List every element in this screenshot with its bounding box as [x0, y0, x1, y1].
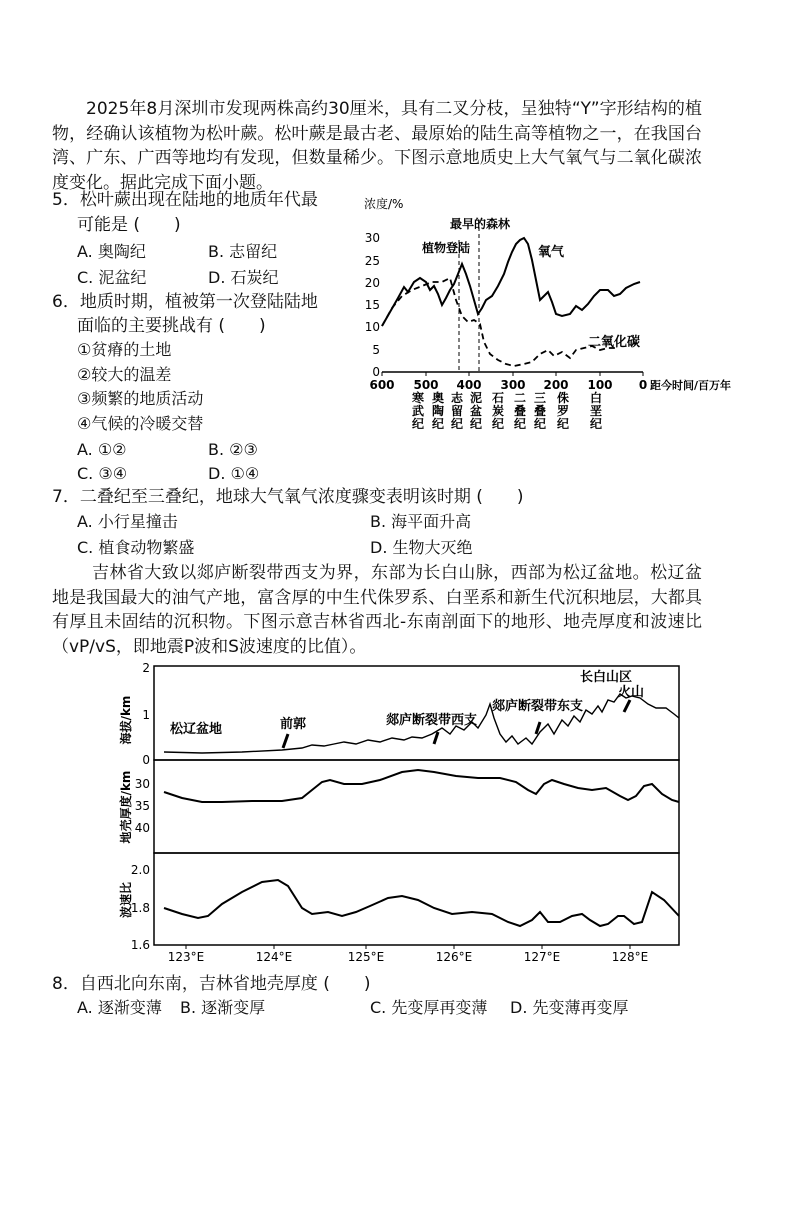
q6-option-a[interactable]: A. ①② — [77, 440, 127, 459]
period-label: 奥陶纪 — [431, 391, 445, 431]
y-tick-30: 30 — [364, 231, 380, 245]
label-qianguo: 前郭 — [280, 717, 307, 732]
chart1-ylabel: 浓度/% — [364, 197, 404, 211]
passage-1: 2025年8月深圳市发现两株高约30厘米，具有二叉分枝，呈独特“Y”字形结构的植物，经确认该植物为松叶蕨。松叶蕨是最古老、最原始的陆生高等植物之一，在我国台湾、广东、广西等地均有发现，但数量稀少。下图示意地质史上大气氧气与二氧化碳浓度变化。据此完成下面小题。 — [52, 99, 702, 193]
q6-item-4: ④气候的冷暖交替 — [77, 414, 204, 433]
x-tick-400: 400 — [456, 378, 482, 392]
label-changbai: 长白山区 — [580, 670, 633, 685]
y-tick-15: 15 — [364, 298, 380, 312]
q6-item-3: ③频繁的地质活动 — [77, 389, 204, 408]
passage-2: 吉林省大致以郯庐断裂带西支为界，东部为长白山脉，西部为松辽盆地。松辽盆地是我国最大的油气产地，富含厚的中生代侏罗系、白垩系和新生代沉积地层，大都具有厚且未固结的沉积物。下图示意吉林省西北-东南剖面下的地形、地壳厚度和波速比（vP/vS，即地震P波和S波速度的比值）。 — [52, 563, 702, 657]
x-tick-500: 500 — [413, 378, 439, 392]
q7-option-d[interactable]: D. 生物大灭绝 — [370, 538, 473, 557]
label-west-fault: 郯庐断裂带西支 — [386, 713, 478, 728]
q8-option-c[interactable]: C. 先变厚再变薄 — [370, 998, 488, 1017]
period-label: 泥盆纪 — [469, 391, 483, 431]
q6-option-b[interactable]: B. ②③ — [208, 440, 258, 459]
crust-panel — [154, 760, 679, 853]
vpvs-curve — [164, 880, 679, 926]
west-fault-arrow — [434, 732, 438, 744]
oxygen-curve — [382, 238, 640, 326]
vpvs-tick-1.6: 1.6 — [130, 938, 150, 952]
period-label: 石炭纪 — [491, 391, 505, 431]
q5-option-b[interactable]: B. 志留纪 — [208, 242, 278, 261]
volcano-arrow — [624, 700, 630, 712]
crust-tick-30: 30 — [134, 777, 150, 791]
y-tick-20: 20 — [364, 276, 380, 290]
x-tick-600: 600 — [369, 378, 395, 392]
period-label: 三叠纪 — [533, 391, 547, 431]
q5-option-a[interactable]: A. 奥陶纪 — [77, 242, 146, 261]
period-label: 志留纪 — [450, 391, 464, 431]
x-tick-300: 300 — [500, 378, 526, 392]
oxygen-co2-chart — [358, 190, 750, 440]
period-label: 白垩纪 — [589, 391, 603, 431]
x-tick-100: 100 — [587, 378, 613, 392]
q5-stem-line2: 可能是 ( ) — [77, 215, 181, 235]
q7-option-a[interactable]: A. 小行星撞击 — [77, 512, 178, 531]
q7-option-c[interactable]: C. 植食动物繁盛 — [77, 538, 195, 557]
vpvs-ylabel: 波速比 — [119, 881, 133, 919]
x-tick-127E: 127°E — [523, 950, 561, 964]
y-tick-5: 5 — [372, 343, 380, 357]
x-tick-126E: 126°E — [435, 950, 473, 964]
label-east-fault: 郯庐断裂带东支 — [492, 699, 584, 714]
crust-tick-35: 35 — [134, 799, 150, 813]
crust-ylabel: 地壳厚度/km — [119, 770, 133, 844]
q7-option-b[interactable]: B. 海平面升高 — [370, 512, 472, 531]
period-label: 二叠纪 — [513, 391, 527, 431]
q8-stem: 8．自西北向东南，吉林省地壳厚度 ( ) — [52, 974, 371, 994]
q6-item-2: ②较大的温差 — [77, 365, 172, 384]
q6-option-c[interactable]: C. ③④ — [77, 464, 128, 483]
annot-plant-landing: 植物登陆 — [422, 241, 471, 255]
elev-tick-2: 2 — [142, 661, 150, 675]
q6-stem-line2: 面临的主要挑战有 ( ) — [77, 316, 266, 336]
elevation-ylabel: 海拔/km — [119, 695, 133, 745]
annot-earliest-forest: 最早的森林 — [450, 217, 511, 231]
x-tick-125E: 125°E — [347, 950, 385, 964]
chart1-xlabel: 距今时间/百万年 — [650, 379, 732, 392]
y-tick-25: 25 — [364, 254, 380, 268]
elev-tick-1: 1 — [142, 708, 150, 722]
y-tick-0: 0 — [372, 365, 380, 379]
label-volcano: 火山 — [618, 685, 645, 700]
q7-stem: 7．二叠纪至三叠纪，地球大气氧气浓度骤变表明该时期 ( ) — [52, 487, 524, 507]
label-songliao: 松辽盆地 — [170, 722, 223, 737]
x-tick-128E: 128°E — [611, 950, 649, 964]
y-tick-10: 10 — [364, 320, 380, 334]
q6-item-1: ①贫瘠的土地 — [77, 340, 172, 359]
co2-curve — [382, 278, 618, 366]
crust-thickness-curve — [164, 770, 679, 802]
x-tick-0: 0 — [638, 378, 648, 392]
q5-option-c[interactable]: C. 泥盆纪 — [77, 268, 147, 287]
vpvs-tick-1.8: 1.8 — [130, 901, 150, 915]
q8-option-b[interactable]: B. 逐渐变厚 — [180, 998, 266, 1017]
q5-stem-line1: 5．松叶蕨出现在陆地的地质年代最 — [52, 190, 318, 210]
jilin-profile-chart — [112, 660, 692, 965]
oxygen-label: 氧气 — [538, 245, 565, 260]
x-tick-123E: 123°E — [167, 950, 205, 964]
period-label: 寒武纪 — [411, 391, 425, 431]
x-tick-200: 200 — [543, 378, 569, 392]
period-label: 侏罗纪 — [556, 391, 570, 431]
co2-label: 二氧化碳 — [588, 335, 641, 350]
q6-stem-line1: 6．地质时期，植被第一次登陆陆地 — [52, 292, 318, 312]
q5-option-d[interactable]: D. 石炭纪 — [208, 268, 279, 287]
q8-option-a[interactable]: A. 逐渐变薄 — [77, 998, 162, 1017]
q8-option-d[interactable]: D. 先变薄再变厚 — [510, 998, 629, 1017]
elev-tick-0: 0 — [142, 753, 150, 767]
x-tick-124E: 124°E — [255, 950, 293, 964]
qianguo-arrow — [283, 734, 288, 748]
vpvs-tick-2.0: 2.0 — [130, 863, 150, 877]
crust-tick-40: 40 — [134, 821, 150, 835]
q6-option-d[interactable]: D. ①④ — [208, 464, 260, 483]
